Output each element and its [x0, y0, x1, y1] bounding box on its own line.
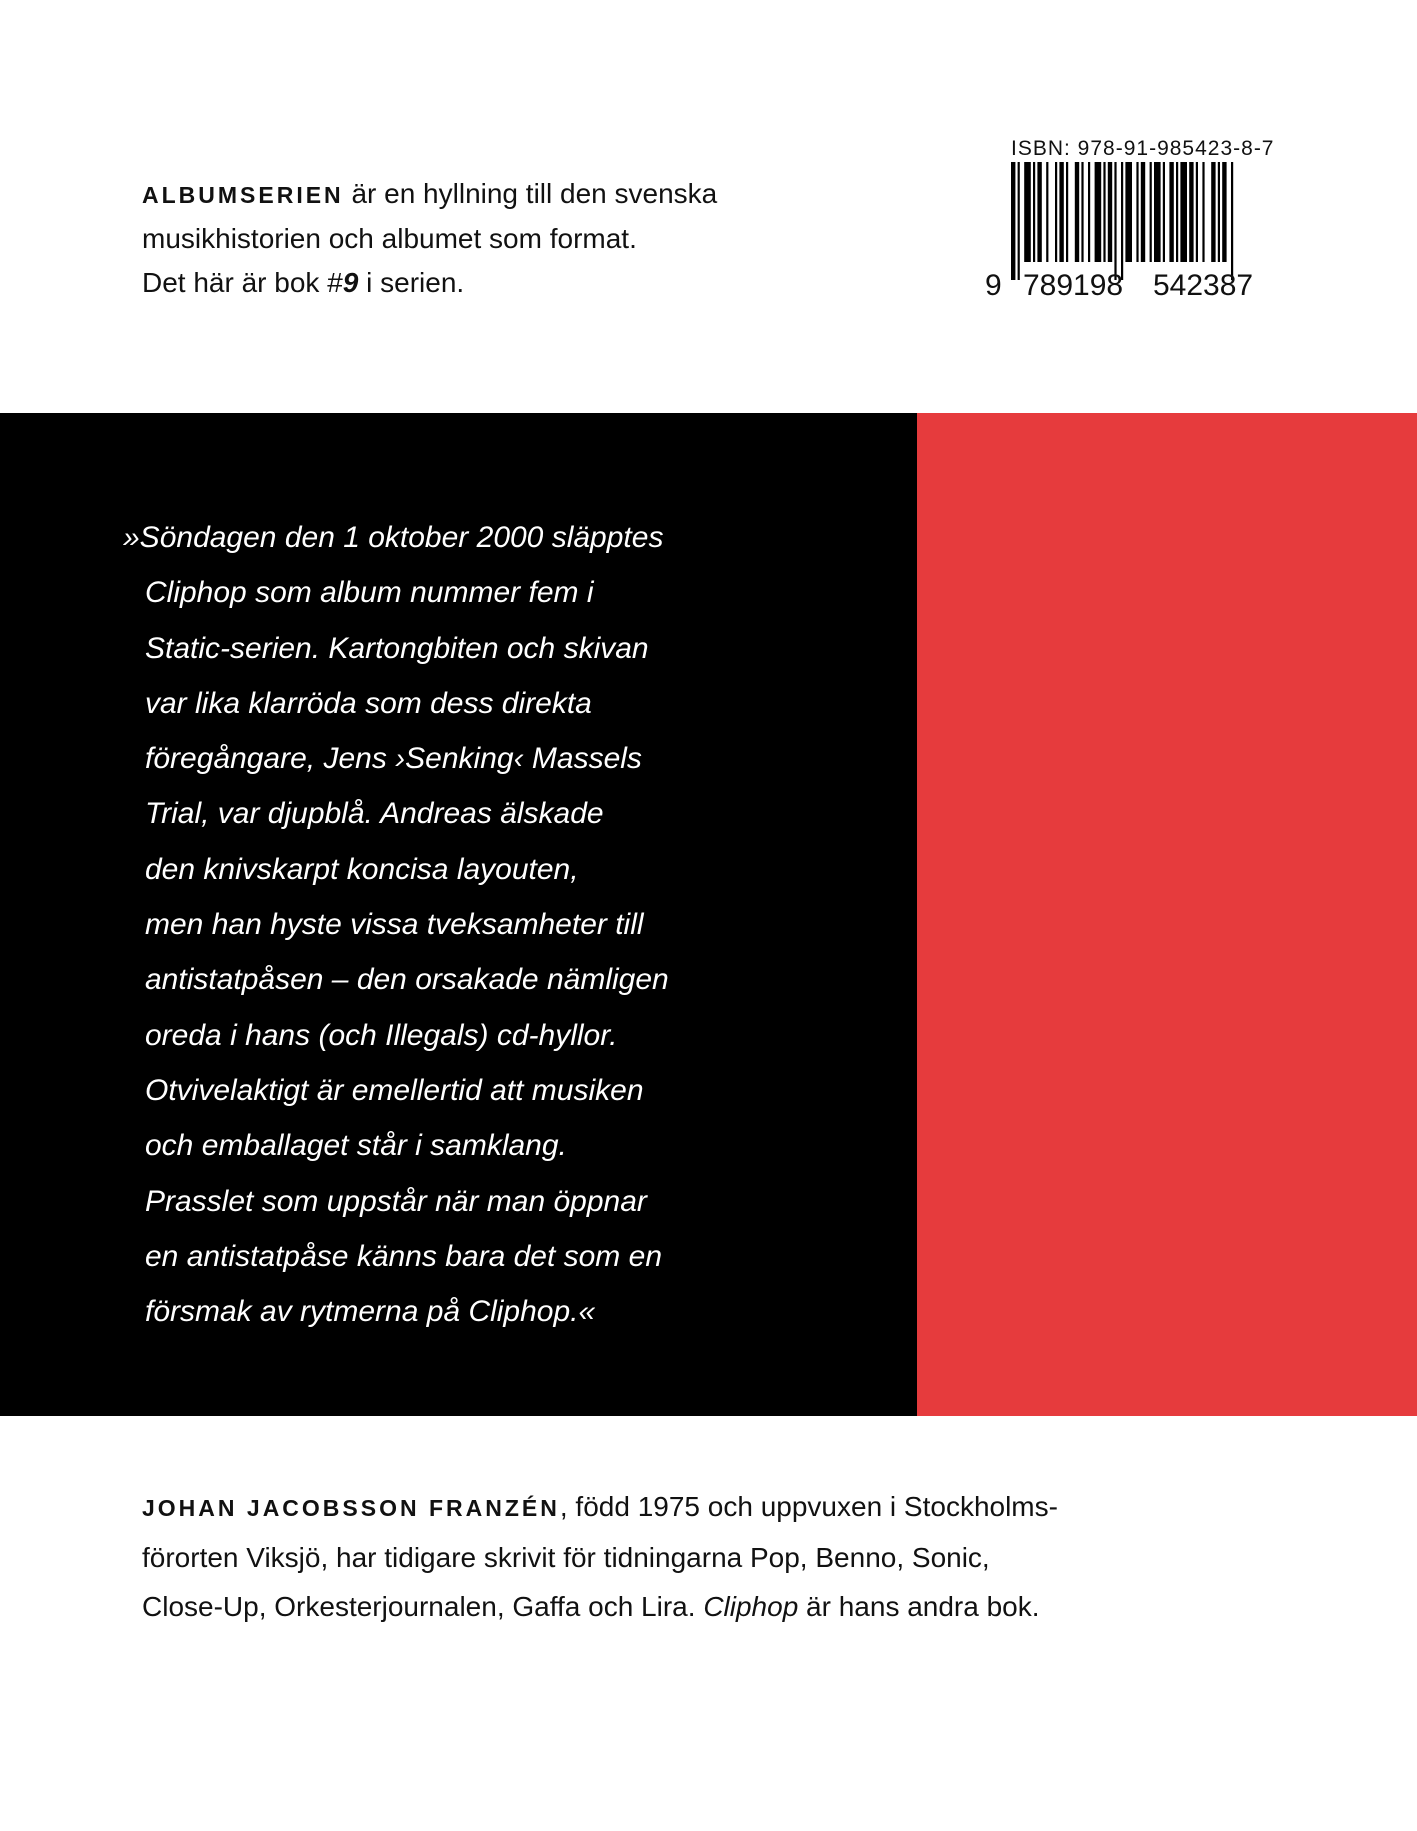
- author-bio: [142, 1482, 1322, 1631]
- intro-line-3-prefix: Det här är bok #: [142, 267, 343, 298]
- isbn-label: ISBN: 978-91-985423-8-7: [1011, 137, 1275, 160]
- bio-line-2: förorten Viksjö, har tidigare skrivit för tidningarna Pop, Benno, Sonic,: [142, 1542, 990, 1573]
- quote-line: antistatpåsen – den orsakade nämligen: [145, 963, 669, 997]
- intro-line-1-text: är en hyllning till den svenska: [351, 178, 718, 209]
- quote-line: Otvivelaktigt är emellertid att musiken: [145, 1073, 644, 1107]
- bio-line-3-prefix: Close-Up, Orkesterjournalen, Gaffa och Lira.: [142, 1591, 704, 1622]
- barcode-digits-left: 789198: [1023, 269, 1124, 302]
- book-title: Cliphop: [703, 1591, 799, 1622]
- barcode-bar: [1114, 162, 1116, 280]
- quote-line: den knivskarpt koncisa layouten,: [145, 852, 579, 886]
- barcode-bar: [1218, 162, 1220, 262]
- barcode-bar: [1055, 162, 1057, 262]
- barcode-digit-first: 9: [985, 269, 1002, 302]
- intro-line-1: [142, 172, 842, 217]
- quote-line: Prasslet som uppstår när man öppnar: [145, 1184, 647, 1218]
- quote-band: [0, 413, 1417, 1416]
- series-name: ALBUMSERIEN: [142, 182, 344, 208]
- barcode-bar: [1125, 162, 1132, 262]
- bio-line-1-text: , född 1975 och uppvuxen i Stockholms-: [559, 1491, 1058, 1522]
- barcode-bar: [1211, 162, 1215, 262]
- series-intro: [142, 172, 842, 305]
- barcode-bar: [1176, 162, 1178, 262]
- barcode-bar: [1075, 162, 1079, 262]
- barcode-bar: [1180, 162, 1187, 262]
- barcode-bar: [1121, 162, 1123, 280]
- bio-line-1: [142, 1482, 1322, 1533]
- barcode-bar: [1088, 162, 1090, 262]
- barcode-bar: [1024, 162, 1031, 262]
- barcode-bar: [1037, 162, 1041, 262]
- isbn-barcode: [985, 137, 1275, 307]
- barcode-bar: [1136, 162, 1138, 262]
- barcode-bar: [1066, 162, 1068, 262]
- barcode-bar: [1222, 162, 1226, 262]
- barcode-bar: [1018, 162, 1020, 280]
- barcode-bar: [1033, 162, 1035, 262]
- barcode-bar: [1103, 162, 1105, 262]
- quote-line: var lika klarröda som dess direkta: [145, 686, 592, 720]
- barcode-bars: [985, 162, 1275, 282]
- quote-line: oreda i hans (och Illegals) cd-hyllor.: [145, 1018, 618, 1052]
- quote-line: Cliphop som album nummer fem i: [145, 576, 594, 610]
- barcode-bar: [1095, 162, 1102, 262]
- barcode-bar: [1202, 162, 1204, 262]
- quote-line: Static-serien. Kartongbiten och skivan: [145, 631, 649, 665]
- barcode-bar: [1081, 162, 1083, 262]
- quote-line: och emballaget står i samklang.: [145, 1129, 567, 1163]
- intro-line-2: musikhistorien och albumet som format.: [142, 223, 637, 254]
- intro-line-3: [142, 261, 842, 305]
- red-panel: [917, 413, 1417, 1416]
- quote-line: en antistatpåse känns bara det som en: [145, 1239, 663, 1273]
- barcode-digits-right: 542387: [1153, 269, 1254, 302]
- barcode-bar: [1150, 162, 1152, 262]
- barcode-bar: [1046, 162, 1048, 262]
- barcode-bar: [1059, 162, 1063, 262]
- quote-line: »Söndagen den 1 oktober 2000 släpptes: [123, 521, 664, 554]
- barcode-bar: [1169, 162, 1173, 262]
- barcode-bar: [1141, 162, 1145, 262]
- quote-line: försmak av rytmerna på Cliphop.«: [145, 1295, 596, 1329]
- barcode-bar: [1011, 162, 1015, 280]
- bio-line-3: [142, 1582, 1322, 1631]
- barcode-bar: [1231, 162, 1233, 280]
- barcode-bar: [1154, 162, 1161, 262]
- barcode-bar: [1189, 162, 1193, 262]
- quote-line: föregångare, Jens ›Senking‹ Massels: [145, 742, 642, 776]
- barcode-bar: [1196, 162, 1198, 262]
- quote-line: Trial, var djupblå. Andreas älskade: [145, 797, 604, 831]
- intro-line-3-suffix: i serien.: [366, 267, 465, 298]
- author-name: JOHAN JACOBSSON FRANZÉN: [142, 1495, 560, 1521]
- bio-line-3-suffix: är hans andra bok.: [798, 1591, 1040, 1622]
- blurb-quote: [123, 510, 883, 1339]
- barcode-bar: [1163, 162, 1165, 262]
- book-number: 9: [342, 267, 359, 298]
- barcode-bar: [1108, 162, 1112, 262]
- quote-line: men han hyste vissa tveksamheter till: [145, 908, 644, 942]
